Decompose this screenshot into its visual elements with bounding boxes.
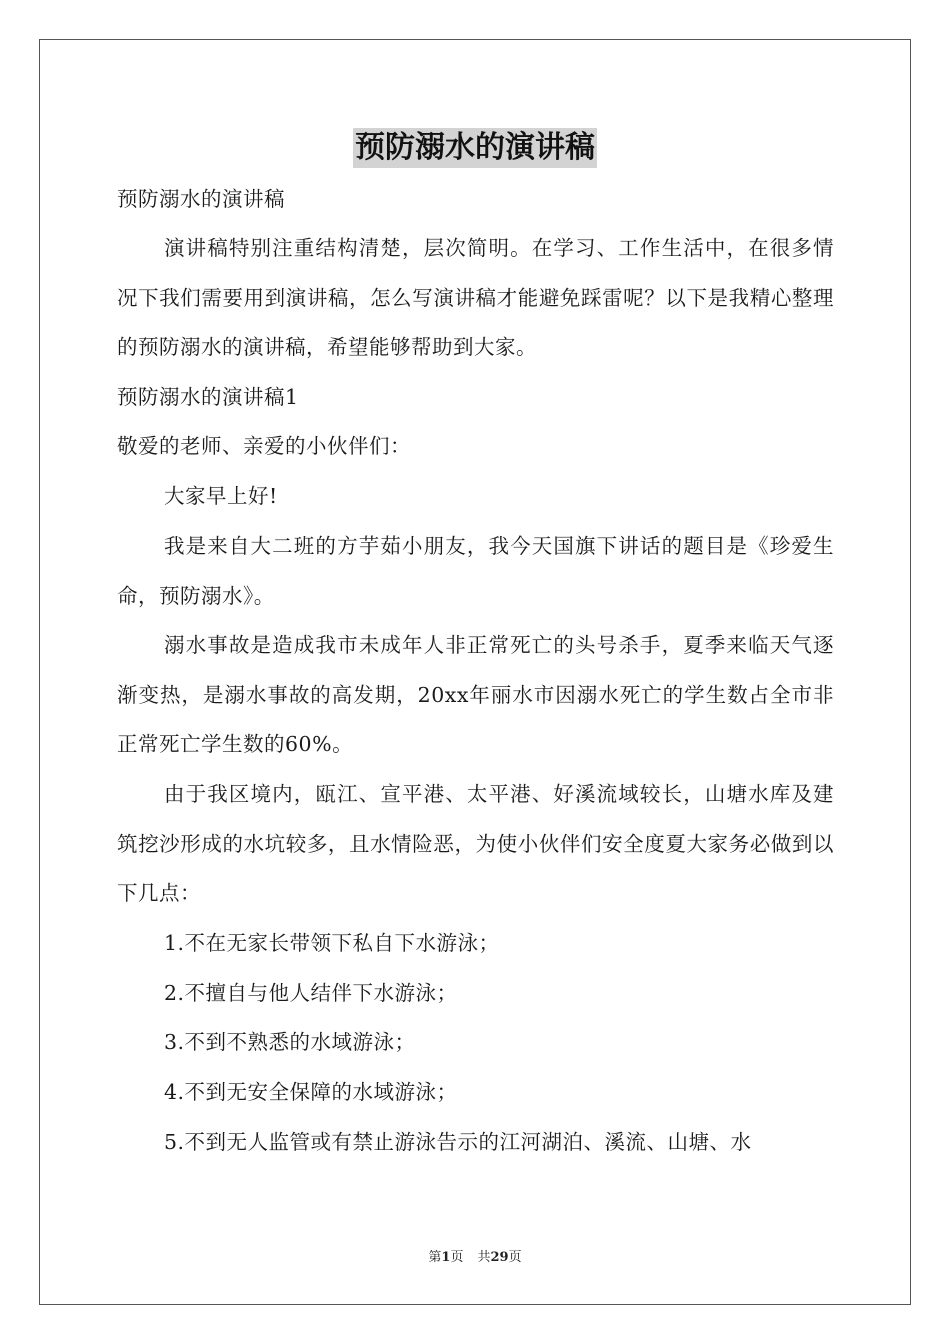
paragraph-greeting: 敬爱的老师、亲爱的小伙伴们： — [117, 434, 411, 458]
paragraph-region: 由于我区境内，瓯江、宣平港、太平港、好溪流域较长，山塘水库及建筑挖沙形成的水坑较多，且水情险恶，为使小伙伴们安全度夏大家务必做到以下几点： — [117, 782, 834, 905]
paragraph-good-morning: 大家早上好! — [164, 484, 278, 508]
footer-page-total: 29 — [490, 1250, 509, 1265]
paragraph-self-intro: 我是来自大二班的方芋茹小朋友，我今天国旗下讲话的题目是《珍爱生命，预防溺水》。 — [117, 534, 834, 608]
paragraph-heading-1: 预防溺水的演讲稿1 — [117, 385, 299, 409]
list-item-2: 2.不擅自与他人结伴下水游泳； — [164, 981, 458, 1005]
footer-page-prefix: 第 — [428, 1250, 442, 1265]
document-title-text: 预防溺水的演讲稿 — [353, 128, 597, 168]
paragraph-statistics: 溺水事故是造成我市未成年人非正常死亡的头号杀手，夏季来临天气逐渐变热，是溺水事故的高发期，20xx年丽水市因溺水死亡的学生数占全市非正常死亡学生数的60%。 — [117, 633, 834, 756]
footer-page-mid: 页 — [450, 1250, 464, 1265]
footer-total-suffix: 页 — [508, 1250, 522, 1265]
list-item-1: 1.不在无家长带领下私自下水游泳； — [164, 931, 500, 955]
paragraph-subtitle: 预防溺水的演讲稿 — [117, 187, 285, 211]
list-item-4: 4.不到无安全保障的水域游泳； — [164, 1080, 458, 1104]
paragraph-intro: 演讲稿特别注重结构清楚，层次简明。在学习、工作生活中，在很多情况下我们需要用到演讲稿，怎么写演讲稿才能避免踩雷呢？以下是我精心整理的预防溺水的演讲稿，希望能够帮助到大家。 — [117, 236, 834, 359]
list-item-5: 5.不到无人监管或有禁止游泳告示的江河湖泊、溪流、山塘、水 — [164, 1130, 752, 1154]
document-title — [0, 128, 950, 172]
page-footer — [0, 1246, 950, 1265]
footer-total-prefix: 共 — [477, 1250, 491, 1265]
list-item-3: 3.不到不熟悉的水域游泳； — [164, 1030, 416, 1054]
footer-page-current: 1 — [441, 1250, 451, 1265]
